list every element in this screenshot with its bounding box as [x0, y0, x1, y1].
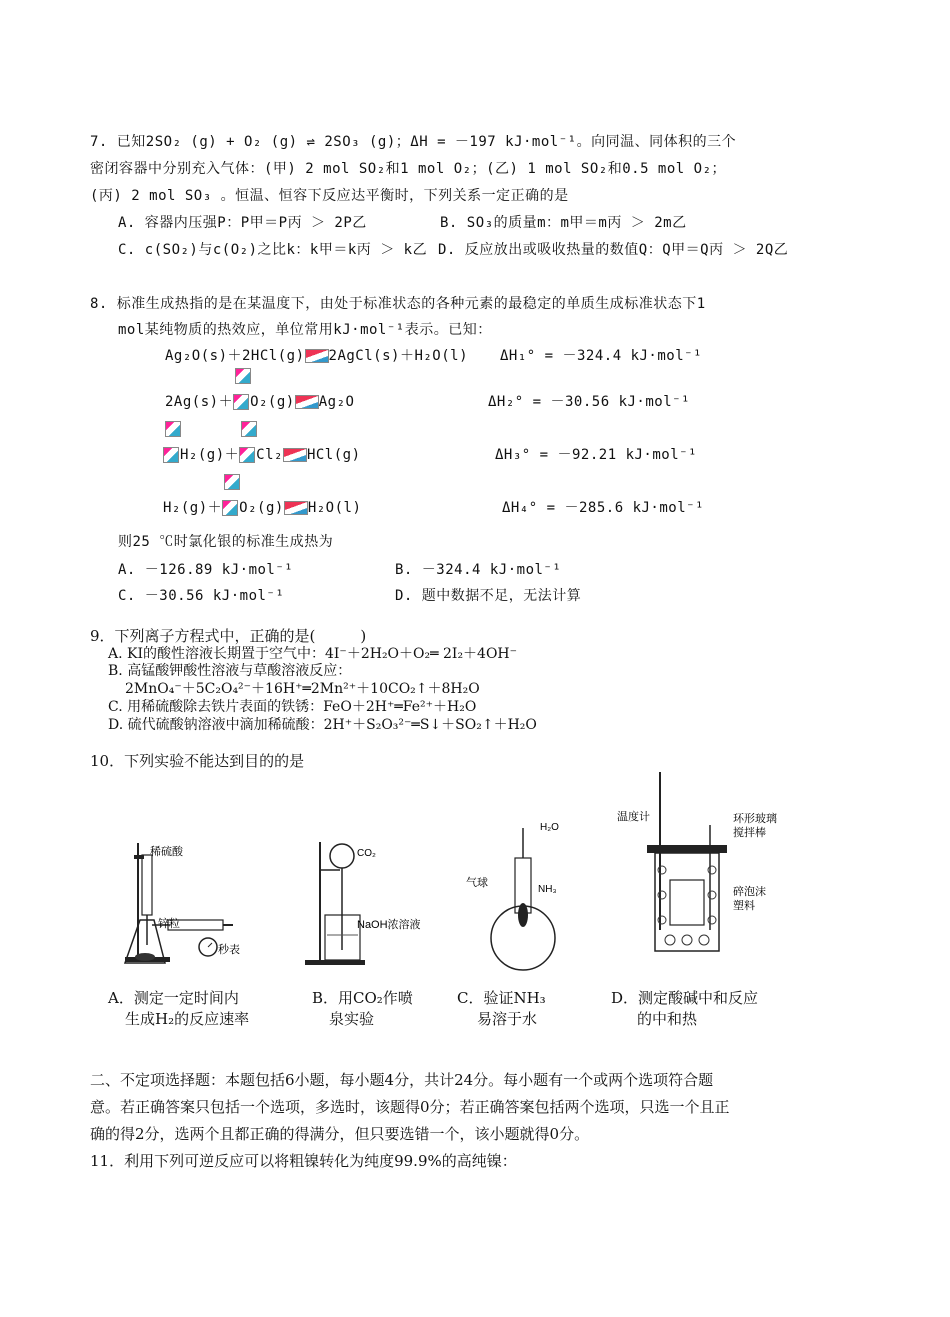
q8-eq3-a: H₂(g)＋ — [180, 447, 240, 463]
figure-b-apparatus — [295, 840, 435, 970]
figure-b-caption — [312, 988, 452, 1030]
q9-option-b-equation: 2MnO₄⁻＋5C₂O₄²⁻＋16H⁺═2Mn²⁺＋10CO₂↑＋8H₂O — [125, 681, 480, 697]
figure-c-label-water: H₂O — [540, 822, 559, 833]
figure-a-caption-line1: A．测定一定时间内 — [108, 989, 239, 1007]
q8-line2: mol某纯物质的热效应，单位常用kJ·mol⁻¹表示。已知： — [118, 322, 492, 338]
arrow-image-icon — [305, 349, 329, 363]
q9-option-d: D. 硫代硫酸钠溶液中滴加稀硫酸：2H⁺＋S₂O₃²⁻═S↓＋SO₂↑＋H₂O — [108, 717, 537, 733]
q7-line1: 7. 已知2SO₂ (g) + O₂ (g) ⇌ 2SO₃ (g)；ΔH = －197 kJ·mol⁻¹。向同温、同体积的三个 — [90, 134, 737, 150]
q8-eq4-b: O₂(g) — [239, 500, 284, 516]
figure-a-caption-line2: 生成H₂的反应速率 — [125, 1010, 250, 1028]
placeholder-image-icon — [163, 447, 179, 463]
q8-eq1 — [165, 345, 468, 365]
figure-d-caption-line2: 的中和热 — [637, 1010, 698, 1028]
q8-eq3-dh: ΔH₃° = －92.21 kJ·mol⁻¹ — [495, 447, 698, 463]
q10-stem: 10．下列实验不能达到目的的是 — [90, 752, 305, 770]
arrow-image-icon — [283, 448, 307, 462]
figure-c-label-balloon: 气球 — [466, 877, 488, 889]
figure-d-caption — [611, 988, 811, 1030]
q8-option-a: A. －126.89 kJ·mol⁻¹ — [118, 562, 294, 578]
q8-ask: 则25 ℃时氯化银的标准生成热为 — [118, 534, 334, 550]
fraction-image-icon — [235, 368, 251, 384]
fraction-image-icon — [241, 421, 257, 437]
figure-c-apparatus — [458, 818, 588, 973]
q8-eq4-dh: ΔH₄° = －285.6 kJ·mol⁻¹ — [502, 500, 705, 516]
figure-b-caption-line2: 泉实验 — [329, 1010, 375, 1028]
q8-eq1-dh: ΔH₁° = －324.4 kJ·mol⁻¹ — [500, 348, 703, 364]
figure-d-apparatus — [615, 770, 785, 960]
figure-d-label-foam-2: 塑料 — [733, 900, 755, 912]
arrow-image-icon — [284, 501, 308, 515]
q8-eq1-right: 2AgCl(s)＋H₂O(l) — [328, 348, 469, 364]
arrow-image-icon — [295, 395, 319, 409]
figure-c-caption — [457, 988, 597, 1030]
fraction-image-icon — [165, 421, 181, 437]
figure-a-label-stopwatch: 秒表 — [218, 944, 240, 956]
section2-line3: 确的得2分，选两个且都正确的得满分，但只要选错一个，该小题就得0分。 — [90, 1125, 590, 1143]
q8-eq2-a: 2Ag(s)＋ — [165, 394, 234, 410]
q8-line1: 8. 标准生成热指的是在某温度下，由处于标准状态的各种元素的最稳定的单质生成标准状态下1 — [90, 296, 706, 312]
figure-a-label-zinc: 锌粒 — [158, 918, 180, 930]
figure-c-label-nh3: NH₃ — [538, 884, 557, 895]
q8-eq2 — [165, 391, 354, 411]
q7-line3: (丙) 2 mol SO₃ 。恒温、恒容下反应达平衡时，下列关系一定正确的是 — [90, 188, 569, 204]
q7-line2: 密闭容器中分别充入气体：(甲) 2 mol SO₂和1 mol O₂；(乙) 1 mol SO₂和0.5 mol O₂； — [90, 161, 727, 177]
figure-c-caption-line1: C．验证NH₃ — [457, 989, 546, 1007]
figure-c-caption-line2: 易溶于水 — [477, 1010, 538, 1028]
q8-eq1-left: Ag₂O(s)＋2HCl(g) — [165, 348, 305, 364]
section2-line1: 二、不定项选择题：本题包括6小题，每小题4分，共计24分。每小题有一个或两个选项符合题 — [90, 1071, 714, 1089]
q7-option-c: C. c(SO₂)与c(O₂)之比k：k甲＝k丙 ＞ k乙 — [118, 242, 428, 258]
figure-d-label-stirrer-2: 搅拌棒 — [733, 827, 766, 839]
section2-line2: 意。若正确答案只包括一个选项，多选时，该题得0分；若正确答案包括两个选项，只选一个且正 — [90, 1098, 730, 1116]
figure-b-label-co2: CO₂ — [357, 848, 376, 859]
fraction-image-icon — [224, 474, 240, 490]
q8-eq2-dh: ΔH₂° = －30.56 kJ·mol⁻¹ — [488, 394, 691, 410]
q7-option-d: D. 反应放出或吸收热量的数值Q：Q甲＝Q丙 ＞ 2Q乙 — [438, 242, 789, 258]
q8-option-b: B. －324.4 kJ·mol⁻¹ — [395, 562, 562, 578]
q8-option-c: C. －30.56 kJ·mol⁻¹ — [118, 588, 285, 604]
q11-stem: 11．利用下列可逆反应可以将粗镍转化为纯度99.9%的高纯镍： — [90, 1152, 517, 1170]
q9-option-b: B. 高锰酸钾酸性溶液与草酸溶液反应： — [108, 663, 352, 679]
q7-option-b: B. SO₃的质量m：m甲＝m丙 ＞ 2m乙 — [440, 215, 687, 231]
q8-eq4-c: H₂O(l) — [307, 500, 362, 516]
placeholder-image-icon — [222, 500, 238, 516]
q8-option-d: D. 题中数据不足，无法计算 — [395, 588, 582, 604]
q8-eq4-a: H₂(g)＋ — [163, 500, 223, 516]
figure-d-label-stirrer-1: 环形玻璃 — [733, 813, 777, 825]
q8-eq2-c: Ag₂O — [318, 394, 355, 410]
figure-d-label-foam-1: 碎泡沫 — [733, 886, 766, 898]
q9-option-a: A. KI的酸性溶液长期置于空气中：4I⁻＋2H₂O＋O₂═ 2I₂＋4OH⁻ — [108, 646, 518, 662]
figure-a-label-acid: 稀硫酸 — [150, 846, 183, 858]
q8-eq2-b: O₂(g) — [250, 394, 295, 410]
placeholder-image-icon — [239, 447, 255, 463]
placeholder-image-icon — [233, 394, 249, 410]
figure-d-caption-line1: D．测定酸碱中和反应 — [611, 989, 759, 1007]
q8-eq3 — [163, 444, 361, 464]
figure-a-apparatus — [120, 835, 290, 970]
figure-b-label-naoh: NaOH浓溶液 — [357, 919, 421, 931]
figure-d-label-thermometer: 温度计 — [617, 811, 650, 823]
q8-eq4 — [163, 497, 361, 517]
q7-option-a: A. 容器内压强P：P甲＝P丙 ＞ 2P乙 — [118, 215, 367, 231]
q8-eq3-c: HCl(g) — [306, 447, 361, 463]
q9-stem: 9．下列离子方程式中，正确的是( ) — [90, 627, 367, 645]
q9-option-c: C. 用稀硫酸除去铁片表面的铁锈：FeO＋2H⁺═Fe²⁺＋H₂O — [108, 699, 477, 715]
figure-b-caption-line1: B．用CO₂作喷 — [312, 989, 413, 1007]
q8-eq3-b: Cl₂ — [256, 447, 283, 463]
figure-a-caption — [108, 988, 283, 1030]
